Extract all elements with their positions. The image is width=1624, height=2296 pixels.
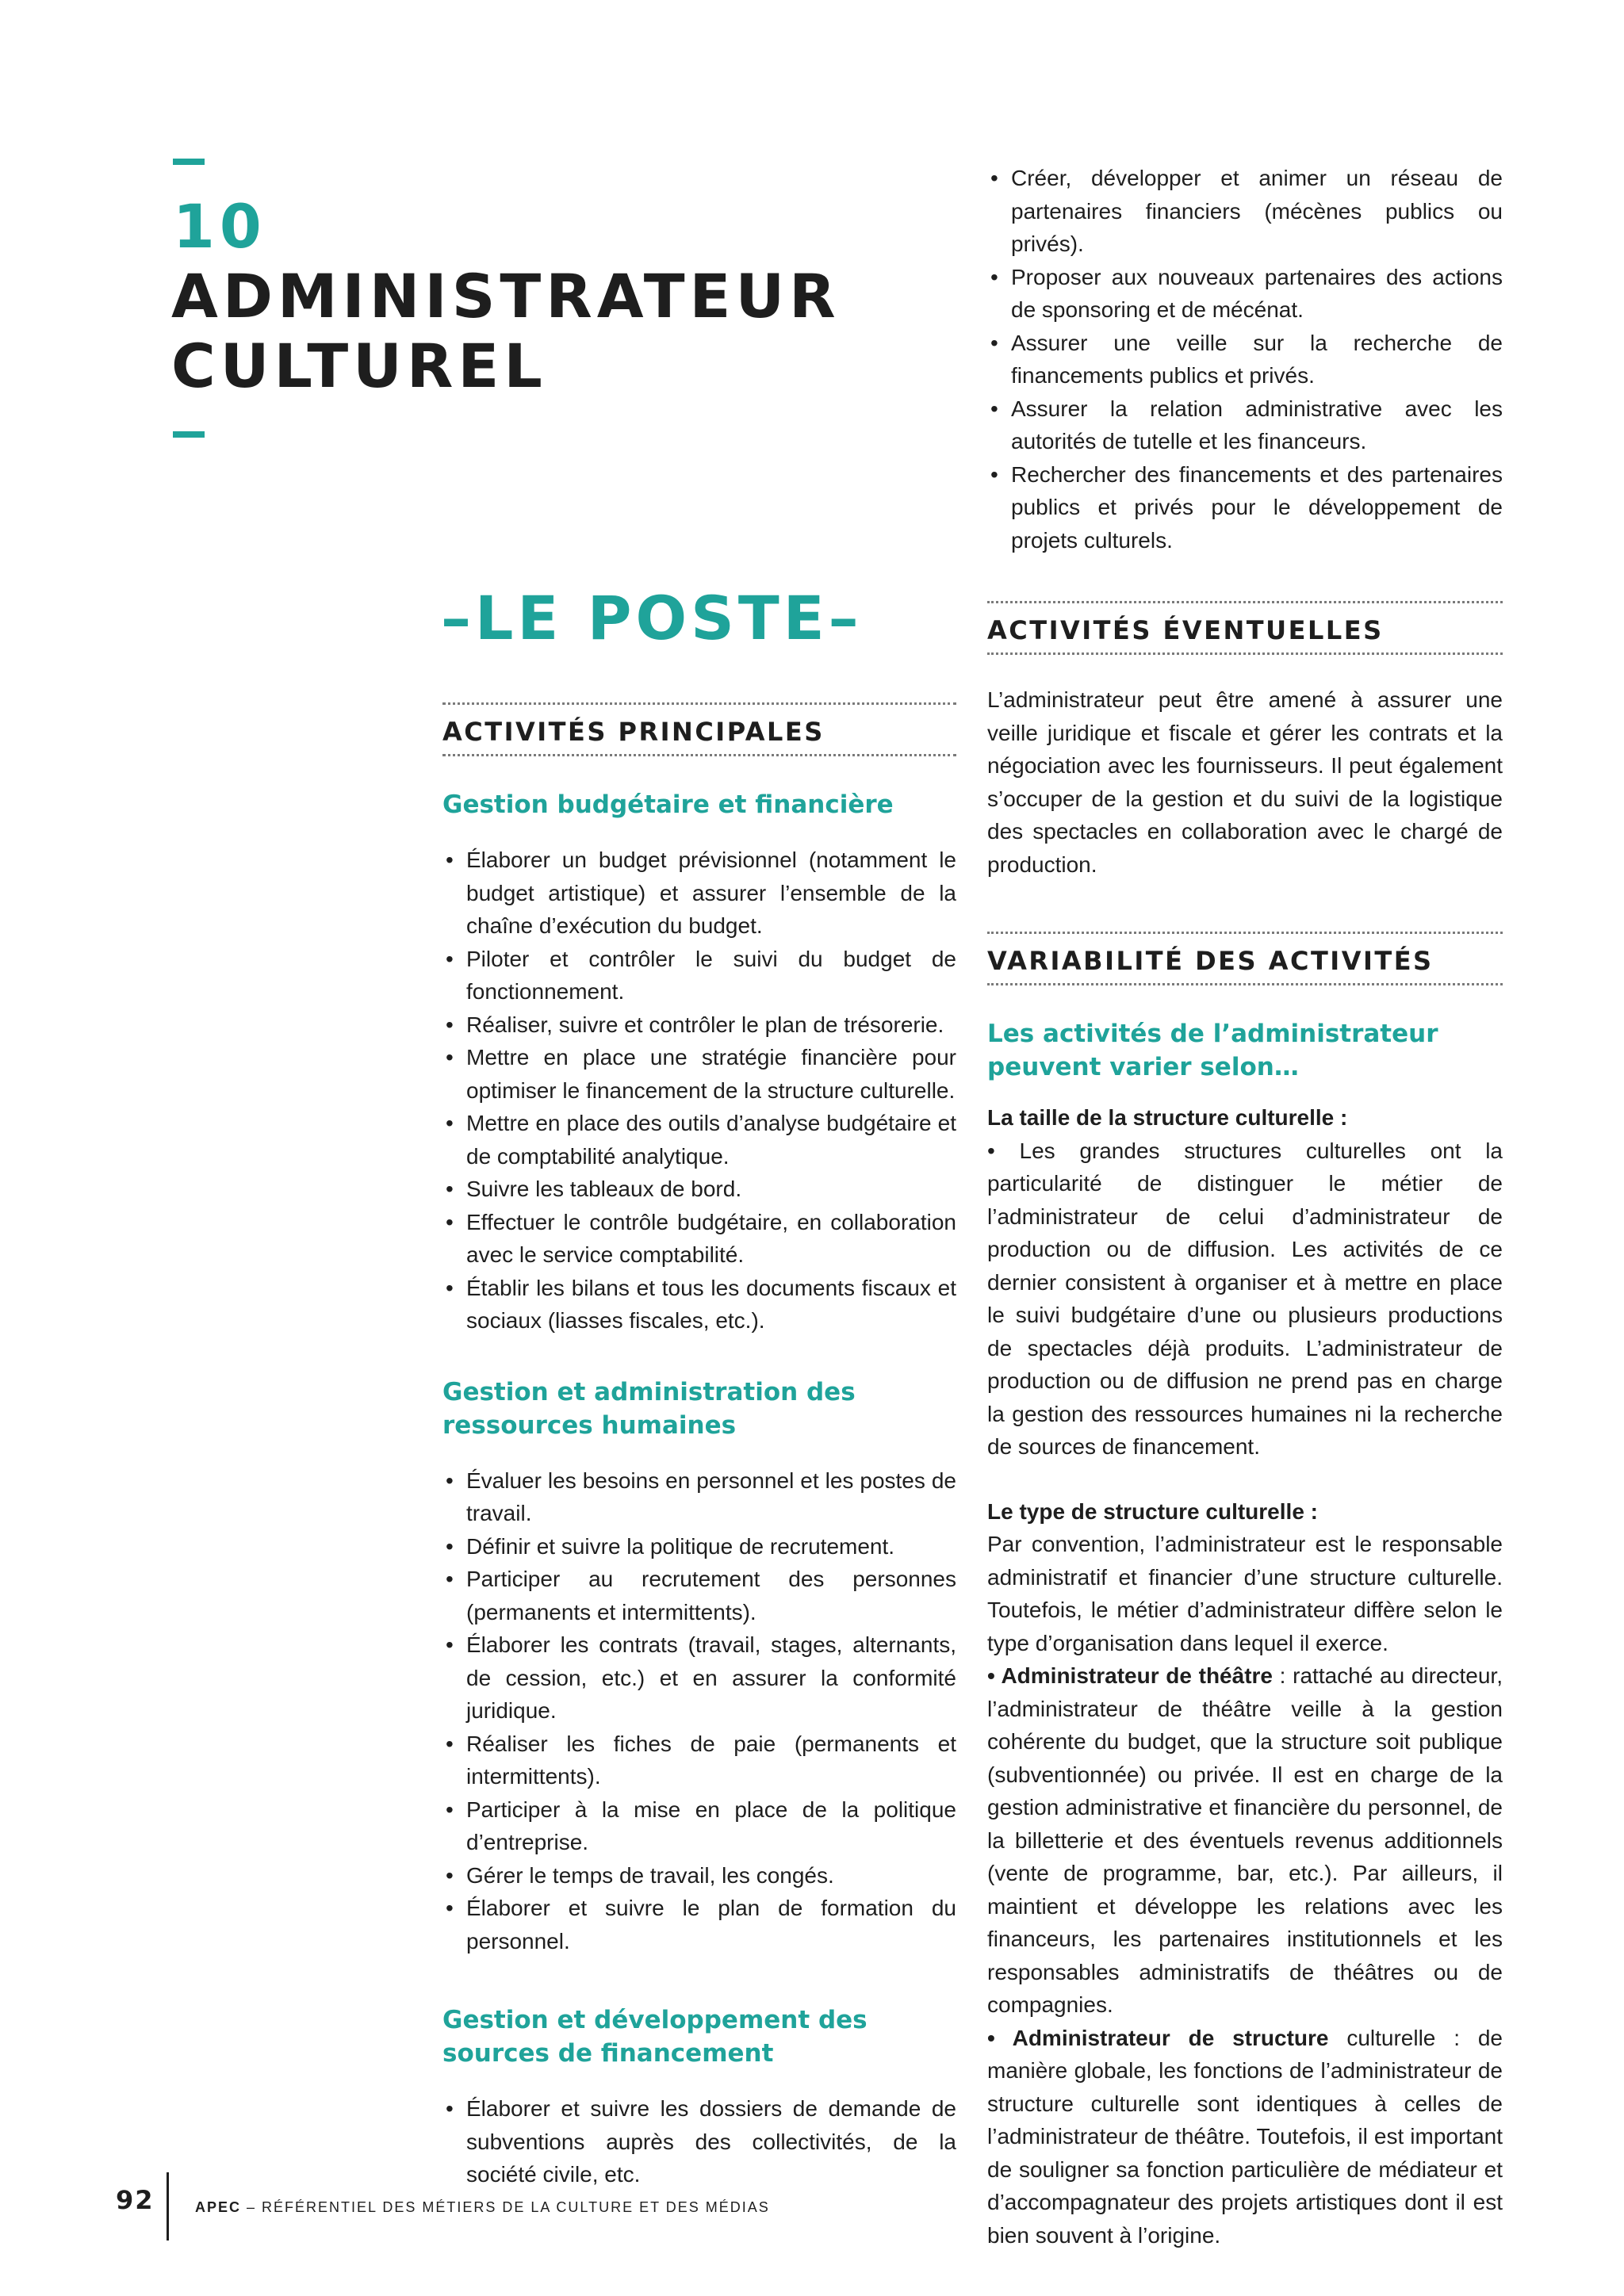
group-title-budget: Gestion budgétaire et financière	[442, 790, 894, 819]
list-item: • Piloter et contrôler le suivi du budget de fonctionnement.	[442, 943, 956, 1008]
list-item: • Mettre en place des outils d’analyse budgétaire et de comptabilité analytique.	[442, 1107, 956, 1173]
right-column	[987, 162, 1503, 2252]
list-item: • Gérer le temps de travail, les congés.	[442, 1859, 956, 1892]
page-title-line2: CULTUREL	[171, 331, 547, 401]
list-item: • Créer, développer et animer un réseau de partenaires financiers (mécènes publics ou privés).	[987, 162, 1503, 261]
footer-divider	[167, 2172, 169, 2241]
list-item: • Élaborer et suivre le plan de formation du personnel.	[442, 1892, 956, 1957]
list-item: • Effectuer le contrôle budgétaire, en collaboration avec le service comptabilité.	[442, 1206, 956, 1272]
variabilite-subtitle: Les activités de l’administrateur peuvent varier selon…	[987, 1020, 1438, 1081]
list-item: • Proposer aux nouveaux partenaires des actions de sponsoring et de mécénat.	[987, 261, 1503, 327]
list-item: • Établir les bilans et tous les documents fiscaux et sociaux (liasses fiscales, etc.).	[442, 1272, 956, 1337]
footer-text	[195, 2199, 770, 2216]
list-item: • Participer au recrutement des personnes (permanents et intermittents).	[442, 1563, 956, 1628]
accent-dash-bottom	[173, 431, 205, 438]
activites-principales-heading: ACTIVITÉS PRINCIPALES	[442, 702, 956, 756]
list-item: • Suivre les tableaux de bord.	[442, 1173, 956, 1206]
footer-brand: APEC	[195, 2199, 242, 2215]
list-item: • Assurer la relation administrative avec les autorités de tutelle et les financeurs.	[987, 392, 1503, 458]
type-label: Le type de structure culturelle :	[987, 1498, 1318, 1524]
list-item: • Rechercher des financements et des partenaires publics et privés pour le développement de projets culturels.	[987, 458, 1503, 557]
activites-eventuelles-text: L’administrateur peut être amené à assurer une veille juridique et fiscale et gérer les contrats et la négociation avec les fournisseurs. Il peut également s’occuper de la gestion et du suivi de la logistique des spectacles en collaboration avec le chargé de production.	[987, 687, 1503, 877]
section-title: –LE POSTE–	[441, 583, 863, 653]
variabilite-heading: VARIABILITÉ DES ACTIVITÉS	[987, 932, 1503, 985]
taille-label: La taille de la structure culturelle :	[987, 1105, 1348, 1130]
budget-list	[442, 844, 956, 1337]
taille-text: • Les grandes structures culturelles ont la particularité de distinguer le métier de l’administrateur de celui d’administrateur de production ou de diffusion. Les activités de ce dernier consistent à organiser et à mettre en place le suivi budgétaire d’une ou plusieurs productions de spectacles déjà produits. L’administrateur de production ou de diffusion ne prend pas en charge la gestion des ressources humaines ni la recherche de sources de financement.	[987, 1138, 1503, 1459]
footer-title: – RÉFÉRENTIEL DES MÉTIERS DE LA CULTURE ET DES MÉDIAS	[241, 2199, 770, 2215]
left-column	[442, 702, 956, 2191]
list-item: • Élaborer un budget prévisionnel (notamment le budget artistique) et assurer l’ensemble de la chaîne d’exécution du budget.	[442, 844, 956, 943]
page-title-line1: ADMINISTRATEUR	[171, 261, 841, 331]
chapter-number: 10	[173, 191, 266, 262]
page-number: 92	[116, 2185, 155, 2215]
list-item: • Réaliser, suivre et contrôler le plan de trésorerie.	[442, 1008, 956, 1042]
page-title	[171, 262, 841, 401]
financement-list	[442, 2092, 956, 2191]
structure-label: • Administrateur de structure	[987, 2025, 1329, 2050]
right-top-list	[987, 162, 1503, 557]
theatre-text: : rattaché au directeur, l’administrateur de théâtre veille à la gestion cohérente du budget, que la structure soit publique (subventionnée) ou privée. Il est en charge de la gestion administrative et financière du personnel, de la billetterie et des éventuels revenus additionnels (vente de programme, bar, etc.). Par ailleurs, il maintient et développe les relations avec les financeurs, les partenaires institutionnels et les responsables administratifs de théâtres ou de compagnies.	[987, 1663, 1503, 2017]
rh-list	[442, 1464, 956, 1958]
list-item: • Mettre en place une stratégie financière pour optimiser le financement de la structure culturelle.	[442, 1041, 956, 1107]
list-item: • Réaliser les fiches de paie (permanents et intermittents).	[442, 1728, 956, 1793]
list-item: • Participer à la mise en place de la politique d’entreprise.	[442, 1793, 956, 1859]
activites-eventuelles-heading: ACTIVITÉS ÉVENTUELLES	[987, 601, 1503, 655]
group-title-rh: Gestion et administration des ressources humaines	[442, 1377, 856, 1440]
structure-text: culturelle : de manière globale, les fonctions de l’administrateur de structure culturelle sont identiques à celles de l’administrateur de théâtre. Toutefois, il est important de souligner sa fonction particulière de médiateur et d’accompagnateur des projets artistiques dont il est bien souvent à l’origine.	[987, 2025, 1503, 2248]
theatre-label: • Administrateur de théâtre	[987, 1663, 1273, 1688]
list-item: • Définir et suivre la politique de recrutement.	[442, 1530, 956, 1563]
accent-dash-top	[173, 159, 205, 165]
type-text: Par convention, l’administrateur est le responsable administratif et financier d’une structure culturelle. Toutefois, le métier d’administrateur diffère selon le type d’organisation dans lequel il exerce.	[987, 1532, 1503, 1655]
structure-paragraph	[987, 2022, 1503, 2252]
list-item: • Élaborer et suivre les dossiers de demande de subventions auprès des collectivités, de la société civile, etc.	[442, 2092, 956, 2191]
group-title-financement: Gestion et développement des sources de financement	[442, 2006, 868, 2068]
list-item: • Assurer une veille sur la recherche de financements publics et privés.	[987, 327, 1503, 392]
list-item: • Évaluer les besoins en personnel et les postes de travail.	[442, 1464, 956, 1530]
theatre-paragraph	[987, 1659, 1503, 2022]
list-item: • Élaborer les contrats (travail, stages, alternants, de cession, etc.) et en assurer la conformité juridique.	[442, 1628, 956, 1728]
